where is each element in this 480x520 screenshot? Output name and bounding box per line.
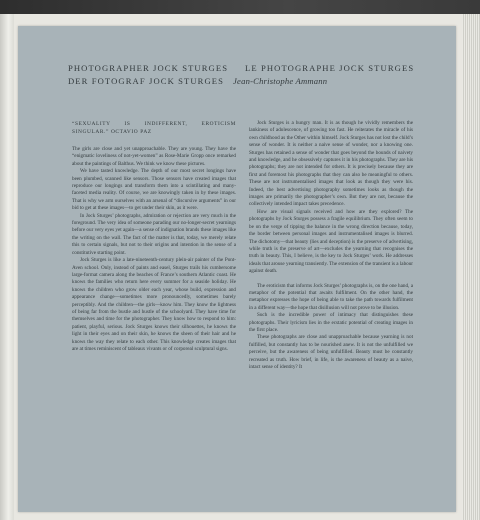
paragraph: The girls are close and yet unapproachable. They are young. They have the “enigmatic loveliness of not-yet-women” as Rose-Marie Gropp once remarked about the paintings of Balthus. We think we know these pictures. — [72, 146, 236, 167]
book-spine — [0, 14, 14, 520]
epigraph: “SEXUALITY IS INDIFFERENT, EROTICISM SINGULAR.” OCTAVIO PAZ — [72, 121, 236, 135]
paragraph: The eroticism that informs Jock Sturges’ photographs is, on the one hand, a metaphor of the potential that awaits fulfilment. On the other hand, the metaphor expresses the hope of being able to take the path towards fulfilment in a different way—the hope that disillusion will not prove to be illusion. — [249, 282, 413, 311]
author-name: Jean-Christophe Ammann — [233, 76, 328, 86]
paragraph: Jock Sturges is like a late-nineteenth-century plein-air painter of the Pont-Aven school. Only, instead of paints and easel, Sturges trails his cumbersome large-format camera along the beaches of France’s southern Atlantic coast. He knows the families who return here every summer for a seaside holiday. He knows the children who grow older each year, whose build, expression and appearance change—sometimes more pronouncedly, sometimes barely perceptibly. And the children—the girls—know him. They know the lightness of being far from the bustle and hustle of the schoolyard. They have time for themselves and time for the photographer. They know how to respond to him: patient, playful, serious. Jock Sturges knows their silhouettes, he knows the light in their eyes and on their skin, he knows the sheen of their hair and he knows the way they relate to each other. This knowledge creates images that are at times reminiscent of tableaux vivants or of corporeal sculptural signs. — [72, 257, 236, 352]
paragraph: Jock Sturges is a hungry man. It is as though he vividly remembers the lankiness of adolescence, of growing too fast. He reiterates the miracle of his own childhood as the Other within himself. Jock Sturges has not lost the child’s sense of wonder. It is neither a naive sense of wonder, nor a knowing one. Sturges has retained a sense of wonder that goes beyond the bounds of naivety and knowledge, and he obsessively captures it in his photographs. They are his photographs; they are not intended for others. It is precisely because they are first and foremost his photographs that they can also be meaningful to others. These are not instrumentalised images that look as though they were his. Indeed, the best advertising photography sometimes looks as though the images are primarily the photographer’s own. But they are not, because the collectively intended impact takes precedence. — [249, 120, 413, 208]
headline-row-1 — [68, 62, 448, 75]
page-edges — [462, 14, 480, 520]
paragraph: How are visual signals received and how are they explored? The photographs by Jock Sturges possess a fragile equilibrium. They often seem to be on the verge of tipping the balance in the wrong direction because, today, the border between personal images and instrumentalised images is blurred. The dichotomy—that beauty (lies and deception) is the preserve of advertising, while truth is the preserve of art—excludes the yearning that recognises the truth in beauty. This, I believe, is the key to Jock Sturges’ work. He addresses ideals that arouse yearning transiently. The extension of the transient is a labour against death. — [249, 208, 413, 275]
french-title: LE PHOTOGRAPHE JOCK STURGES — [245, 63, 415, 73]
book-page — [18, 26, 456, 512]
headline — [68, 62, 448, 88]
left-column — [72, 120, 236, 353]
paragraph: Such is the incredible power of intimacy that distinguishes these photographs. Their lyricism lies in the ecstatic potential of creating images in the first place. — [249, 312, 413, 333]
headline-row-2 — [68, 75, 448, 88]
german-title: DER FOTOGRAF JOCK STURGES — [68, 76, 225, 86]
right-column — [249, 120, 413, 371]
paragraph: In Jock Sturges’ photographs, admiration or rejection are very much in the foreground. The very idea of someone parading our no-longer-secret yearnings before our very eyes yet again—a sense of indignation brands these images like the writing on the wall. The fact of the matter is that, today, we merely relate this to certain signals, but not to their origins and intention in the sense of a constitutive starting point. — [72, 212, 236, 256]
paragraph: These photographs are close and unapproachable because yearning is not fulfilled, but constantly has to be nourished anew. It is not the unfulfilled we perceive, but the awareness of being unfulfilled. Beauty must be constantly recreated as truth. How brief, in life, is the awareness of beauty as a naive, intact sense of identity? It — [249, 334, 413, 370]
paragraph: We have tasted knowledge. The depth of our most secret longings have been plumbed, scanned like sensors. Those sensors have created images that reproduce our longings and transform them into a scintillating and many-faceted media reality. Of course, we are knowingly taken in by these images. That is why we arm ourselves with an arsenal of “discursive arguments” in our bid to get at these images—to get under their skin, as it were. — [72, 168, 236, 212]
english-title: PHOTOGRAPHER JOCK STURGES — [68, 63, 229, 73]
